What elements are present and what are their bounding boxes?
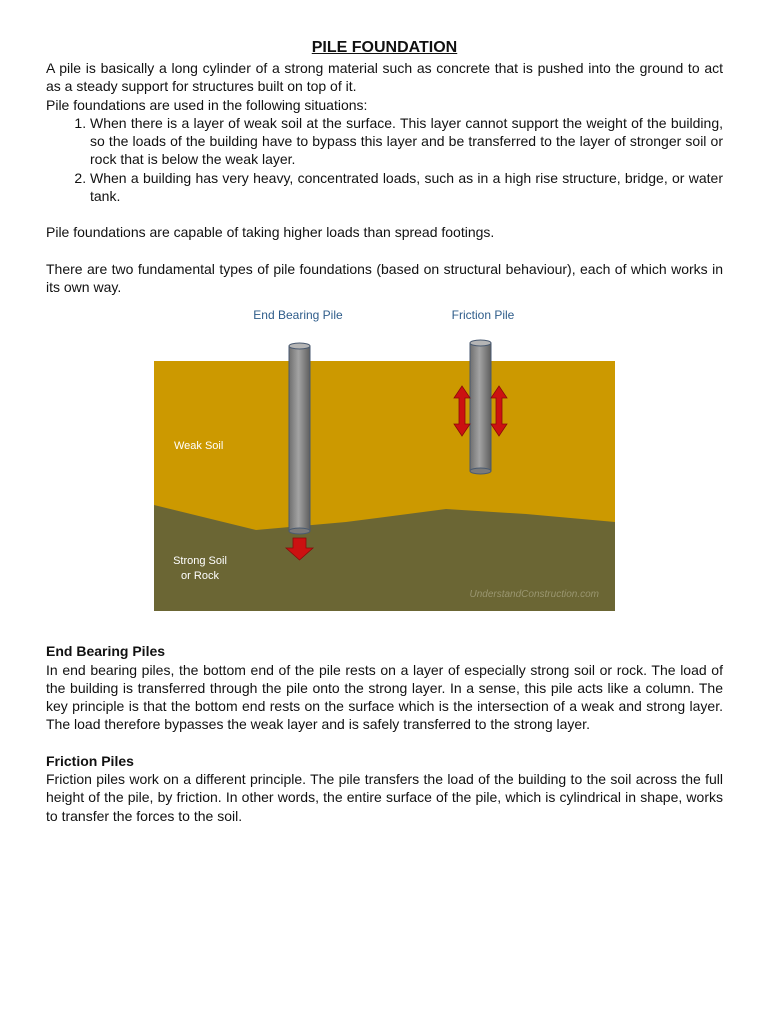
list-item: 2. When a building has very heavy, concentrated loads, such as in a high rise structure, bridge, or water tank. <box>90 169 723 206</box>
pile-top <box>470 340 491 346</box>
document-page <box>46 38 723 825</box>
end-bearing-paragraph: In end bearing piles, the bottom end of the pile rests on a layer of especially strong soil or rock. The load of the building is transferred through the pile onto the strong layer. In a sense, this pile acts like a column. The key principle is that the bottom end rests on the surface which is the intersection of a weak and strong layer. The load therefore bypasses the weak layer and is safely transferred to the strong layer. <box>46 661 723 733</box>
pile-top <box>289 343 310 349</box>
friction-paragraph: Friction piles work on a different principle. The pile transfers the load of the building to the soil across the full height of the pile, by friction. In other words, the entire surface of the pile, which is cylindrical in shape, works to transfer the forces to the soil. <box>46 771 723 824</box>
types-intro-paragraph: There are two fundamental types of pile foundations (based on structural behaviour), each of which works in its own way. <box>46 260 723 295</box>
watermark: UnderstandConstruction.com <box>469 589 599 601</box>
end-bearing-heading: End Bearing Piles <box>46 643 166 660</box>
situations-list <box>46 114 723 205</box>
capacity-paragraph: Pile foundations are capable of taking higher loads than spread footings. <box>46 224 495 241</box>
pile-bottom <box>470 468 491 474</box>
friction-caption: Friction Pile <box>451 308 515 323</box>
end-bearing-caption: End Bearing Pile <box>253 308 343 323</box>
end-bearing-pile <box>289 346 310 531</box>
intro-paragraph: A pile is basically a long cylinder of a strong material such as concrete that is pushed into the ground to act as a steady support for structures built on top of it. <box>46 60 723 95</box>
friction-heading: Friction Piles <box>46 752 134 769</box>
strong-soil-label: or Rock <box>181 570 219 583</box>
weak-soil-label: Weak Soil <box>174 440 224 453</box>
friction-pile <box>470 343 491 471</box>
pile-diagram <box>46 296 723 642</box>
pile-types-figure <box>46 296 723 642</box>
page-title: PILE FOUNDATION <box>311 39 458 56</box>
list-item: 1. When there is a layer of weak soil at the surface. This layer cannot support the weight of the building, so the loads of the building have to bypass this layer and be transferred to the layer of stronger soil or rock that is below the weak layer. <box>90 114 723 169</box>
pile-bottom <box>289 528 310 534</box>
strong-soil-label: Strong Soil <box>173 555 227 568</box>
situations-lead: Pile foundations are used in the following situations: <box>46 96 368 113</box>
